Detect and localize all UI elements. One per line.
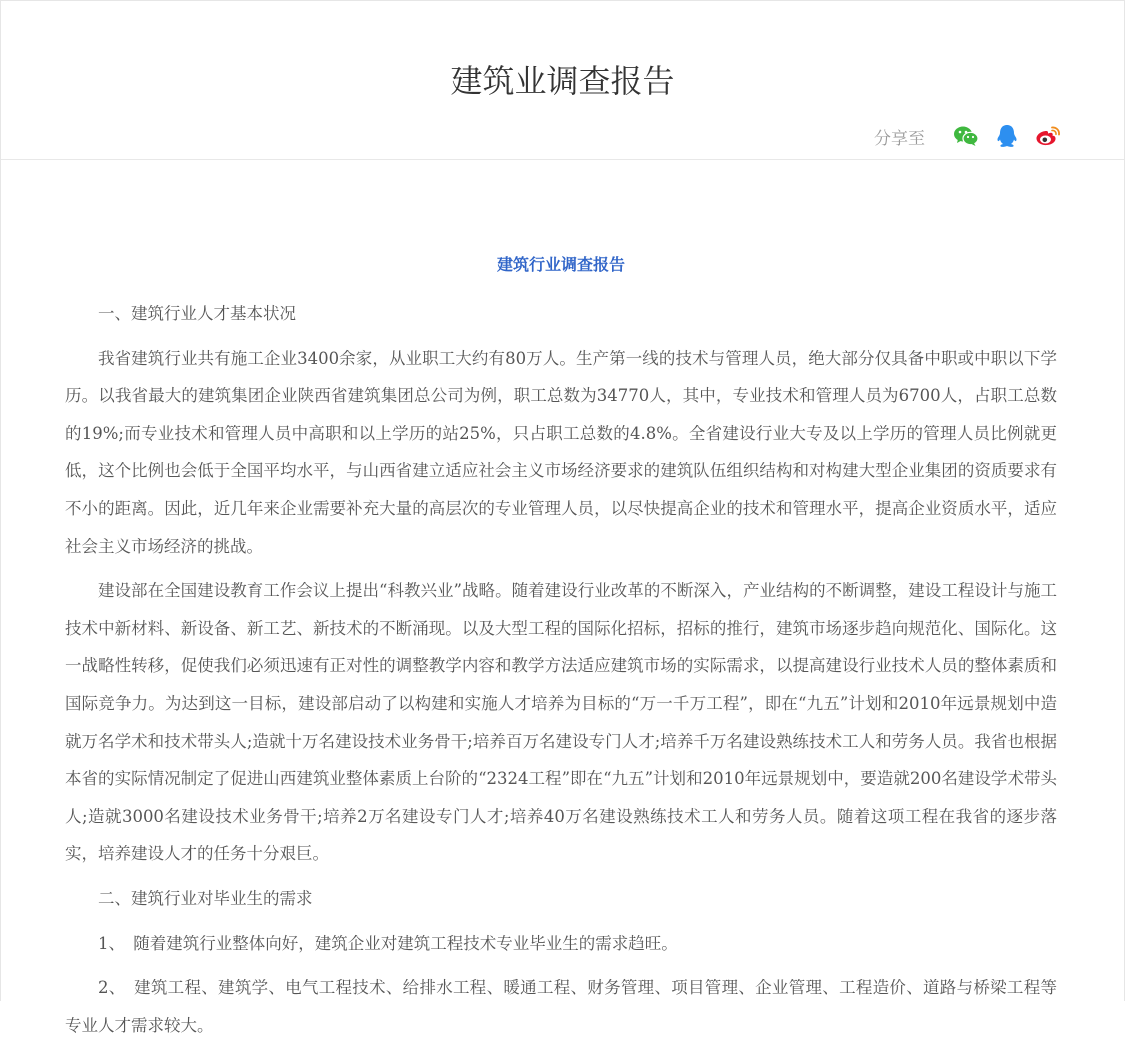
share-bar xyxy=(874,121,1062,151)
article-title: 建筑行业调查报告 xyxy=(496,255,625,274)
page-header xyxy=(1,1,1124,160)
article-paragraph: 我省建筑行业共有施工企业3400余家，从业职工大约有80万人。生产第一线的技术与管理人员，绝大部分仅具备中职或中职以下学历。以我省最大的建筑集团企业陕西省建筑集团总公司为例，职工总数为34770人，其中，专业技术和管理人员为6700人，占职工总数的19%;而专业技术和管理人员中高职和以上学历的站25%，只占职工总数的4.8%。全省建设行业大专及以上学历的管理人员比例就更低，这个比例也会低于全国平均水平，与山西省建立适应社会主义市场经济要求的建筑队伍组织结构和对构建大型企业集团的资质要求有不小的距离。因此，近几年来企业需要补充大量的高层次的专业管理人员，以尽快提高企业的技术和管理水平，提高企业资质水平，适应社会主义市场经济的挑战。 xyxy=(65,348,1057,556)
weibo-icon[interactable] xyxy=(1034,122,1062,150)
wechat-icon[interactable] xyxy=(952,122,980,150)
article-body xyxy=(65,251,1057,1051)
article-paragraph: 建设部在全国建设教育工作会议上提出“科教兴业”战略。随着建设行业改革的不断深入，产业结构的不断调整，建设工程设计与施工技术中新材料、新设备、新工艺、新技术的不断涌现。以及大型工程的国际化招标，招标的推行，建筑市场逐步趋向规范化、国际化。这一战略性转移，促使我们必须迅速有正对性的调整教学内容和教学方法适应建筑市场的实际需求，以提高建设行业技术人员的整体素质和国际竞争力。为达到这一目标，建设部启动了以构建和实施人才培养为目标的“万一千万工程”，即在“九五”计划和2010年远景规划中造就万名学术和技术带头人;造就十万名建设技术业务骨干;培养百万名建设专门人才;培养千万名建设熟练技术工人和劳务人员。我省也根据本省的实际情况制定了促进山西建筑业整体素质上台阶的“2324工程”即在“九五”计划和2010年远景规划中，要造就200名建设学术带头人;造就3000名建设技术业务骨干;培养2万名建设专门人才;培养40万名建设熟练技术工人和劳务人员。随着这项工程在我省的逐步落实，培养建设人才的任务十分艰巨。 xyxy=(65,581,1057,864)
list-item: 1、 随着建筑行业整体向好，建筑企业对建筑工程技术专业毕业生的需求趋旺。 xyxy=(98,933,678,953)
page-title: 建筑业调查报告 xyxy=(450,62,675,100)
section-heading: 二、建筑行业对毕业生的需求 xyxy=(98,888,313,908)
list-item: 2、 建筑工程、建筑学、电气工程技术、给排水工程、暖通工程、财务管理、项目管理、企业管理、工程造价、道路与桥梁工程等专业人才需求较大。 xyxy=(65,978,1057,1035)
share-label: 分享至 xyxy=(874,128,925,149)
qq-icon[interactable] xyxy=(993,122,1021,150)
section-heading: 一、建筑行业人才基本状况 xyxy=(98,304,296,323)
